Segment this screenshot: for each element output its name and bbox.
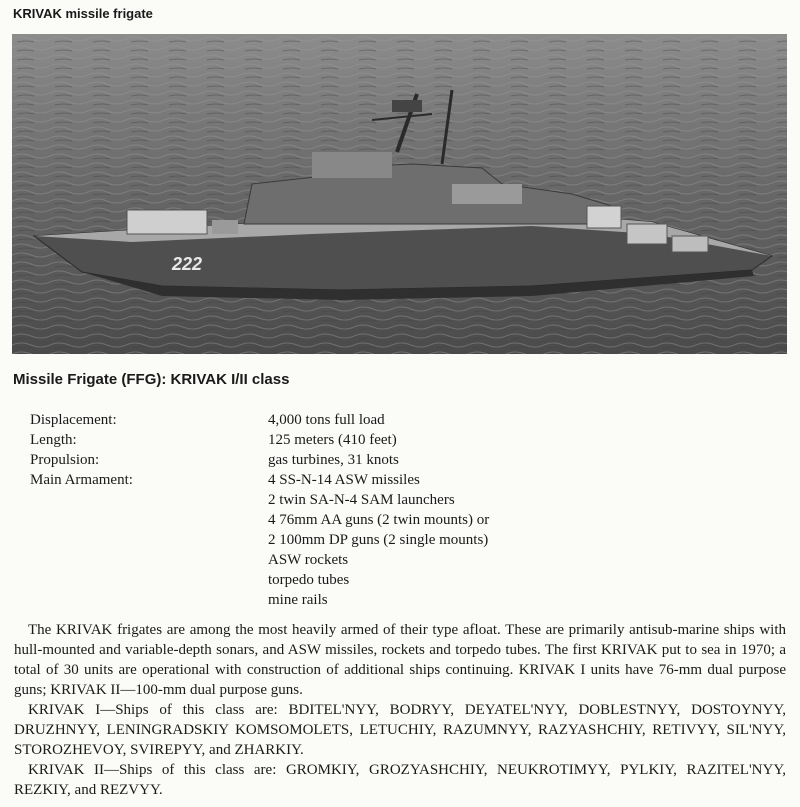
spec-label: Propulsion: xyxy=(30,452,100,468)
aft-gun-mount-2 xyxy=(627,224,667,244)
spec-value: gas turbines, 31 knots xyxy=(268,452,399,468)
funnel xyxy=(452,184,522,204)
spec-value: 4,000 tons full load xyxy=(268,412,385,428)
section-title: Missile Frigate (FFG): KRIVAK I/II class xyxy=(13,371,290,388)
spec-label: Length: xyxy=(30,432,77,448)
spec-length xyxy=(30,430,770,450)
missile-launcher xyxy=(127,210,207,234)
spec-value: 125 meters (410 feet) xyxy=(268,432,397,448)
bridge xyxy=(312,152,392,178)
spec-armament-line xyxy=(30,490,770,510)
paragraph-intro: The KRIVAK frigates are among the most heavily armed of their type afloat. These are primarily antisub-marine ships with hull-mounted and variable-depth sonars, and ASW missiles, rockets and torpedo tubes. The first KRIVAK put to sea in 1970; a total of 30 units are operational with construction of additional ships continuing. KRIVAK I units have 76-mm dual purpose guns; KRIVAK II—100-mm dual purpose guns. xyxy=(14,622,786,698)
spec-value: 2 twin SA-N-4 SAM launchers xyxy=(268,492,455,508)
radar-antenna xyxy=(392,100,422,112)
aft-deck-fitting xyxy=(672,236,708,252)
spec-value: torpedo tubes xyxy=(268,572,350,588)
spec-armament-line xyxy=(30,510,770,530)
spec-armament-line xyxy=(30,570,770,590)
spec-armament xyxy=(30,470,770,490)
spec-label: Main Armament: xyxy=(30,472,133,488)
spec-value: ASW rockets xyxy=(268,552,349,568)
spec-displacement xyxy=(30,410,770,430)
spec-armament-line xyxy=(30,530,770,550)
frigate-illustration xyxy=(12,34,787,354)
specs-table xyxy=(30,410,770,610)
paragraph-krivak-ii: KRIVAK II—Ships of this class are: GROMKIY, GROZYASHCHIY, NEUKROTIMYY, PYLKIY, RAZITEL'NYY, REZKIY, and REZVYY. xyxy=(14,762,786,798)
spec-value: mine rails xyxy=(268,592,328,608)
hull-number: 222 xyxy=(172,254,203,274)
spec-value: 4 76mm AA guns (2 twin mounts) or xyxy=(268,512,490,528)
deck-fitting xyxy=(212,220,238,234)
frigate-photo xyxy=(12,34,787,354)
spec-value: 2 100mm DP guns (2 single mounts) xyxy=(268,532,489,548)
spec-armament-line xyxy=(30,590,770,610)
spec-propulsion xyxy=(30,450,770,470)
spec-label: Displacement: xyxy=(30,412,117,428)
spec-armament-line xyxy=(30,550,770,570)
aft-gun-mount xyxy=(587,206,621,228)
page-header: KRIVAK missile frigate xyxy=(13,6,153,21)
spec-value: 4 SS-N-14 ASW missiles xyxy=(268,472,420,488)
paragraph-krivak-i: KRIVAK I—Ships of this class are: BDITEL'NYY, BODRYY, DEYATEL'NYY, DOBLESTNYY, DOSTOYNYY, DRUZHNYY, LENINGRADSKIY KOMSOMOLETS, LETUCHIY, RAZUMNYY, RAZYASHCHIY, RETIVYY, SIL'NYY, STOROZHEVOY, SVIREPYY, and ZHARKIY. xyxy=(14,702,786,758)
body-text xyxy=(14,620,786,800)
